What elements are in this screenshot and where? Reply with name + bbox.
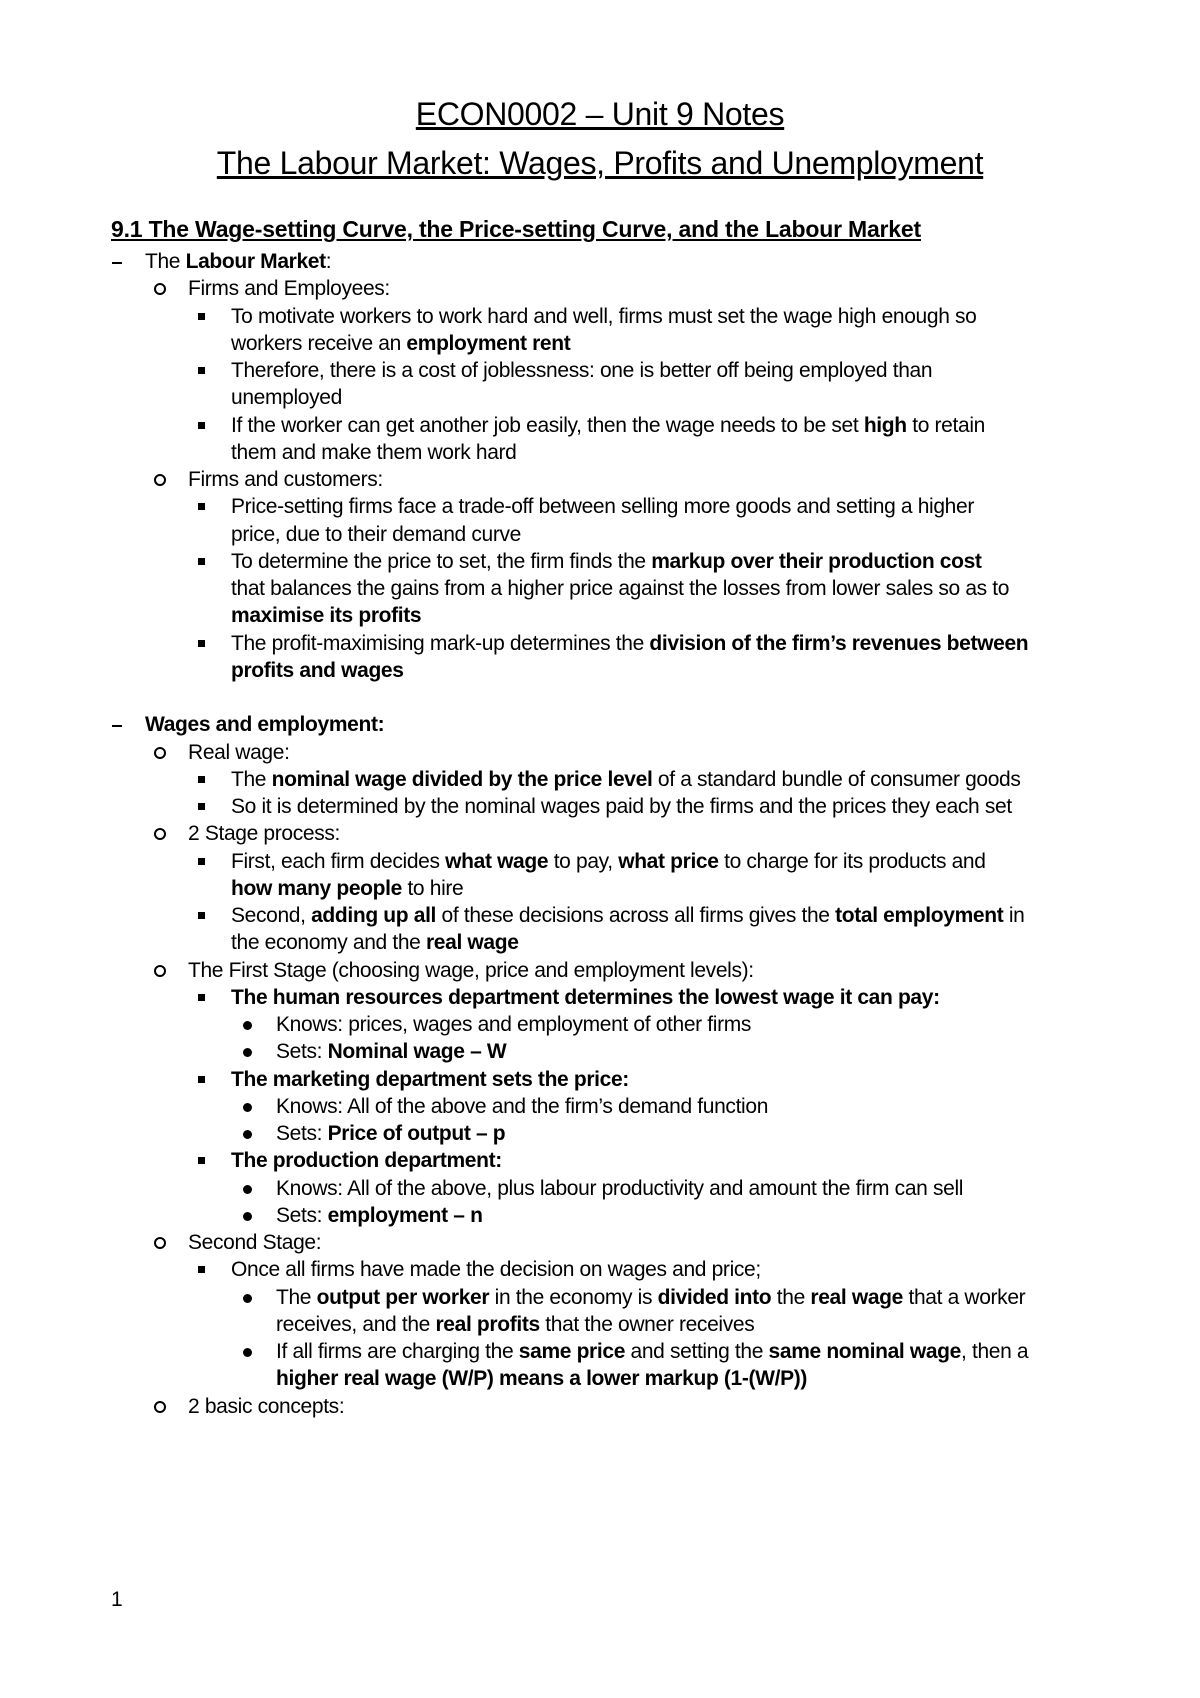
dot-bullet-icon <box>243 1021 252 1030</box>
dot-bullet-icon <box>243 1185 252 1194</box>
text-run: To determine the price to set, the firm finds the <box>231 549 652 573</box>
document-subtitle: The Labour Market: Wages, Profits and Unemployment <box>216 145 984 181</box>
square-bullet-icon <box>198 994 205 1001</box>
bold-text: Nominal wage – W <box>327 1040 507 1064</box>
text-run: First, each firm decides <box>231 849 446 873</box>
note-text <box>276 1364 807 1394</box>
text-run: 2 basic concepts: <box>188 1394 345 1418</box>
dot-bullet-icon <box>243 1212 252 1221</box>
circle-bullet-icon <box>154 965 166 977</box>
bold-text: division of the firm’s revenues between <box>649 631 1029 655</box>
note-text <box>231 901 1025 931</box>
dot-bullet-icon <box>243 1294 252 1303</box>
bold-text: Price of output – p <box>327 1122 506 1145</box>
note-text <box>231 1065 629 1095</box>
note-text <box>231 356 932 386</box>
text-run: Sets: <box>276 1040 328 1064</box>
bold-text: output per worker <box>316 1285 490 1309</box>
note-text <box>231 1255 761 1285</box>
bold-text: same price <box>518 1340 626 1363</box>
bold-text: real profits <box>435 1312 540 1336</box>
text-run: : <box>325 250 332 273</box>
dash-bullet-icon <box>112 725 122 727</box>
text-run: 2 Stage process: <box>188 822 340 846</box>
note-text <box>276 1037 506 1067</box>
note-text <box>188 738 290 768</box>
text-run: workers receive an <box>231 331 407 355</box>
bold-text: adding up all <box>311 904 437 927</box>
note-text <box>188 1392 344 1422</box>
text-run: Once all firms have made the decision on wages and price; <box>231 1258 761 1282</box>
bold-text: same nominal wage <box>768 1340 961 1363</box>
text-run: of these decisions across all firms gives the <box>436 904 836 927</box>
bold-text: how many people <box>231 876 402 900</box>
square-bullet-icon <box>198 422 205 429</box>
square-bullet-icon <box>198 503 205 510</box>
text-run: So it is determined by the nominal wages paid by the firms and the prices they each set <box>231 795 1012 818</box>
square-bullet-icon <box>198 640 205 647</box>
text-run: that a worker <box>902 1285 1026 1309</box>
bold-text: divided into <box>657 1285 772 1309</box>
bold-text: Labour Market <box>185 250 326 273</box>
note-text <box>276 1201 483 1231</box>
square-bullet-icon <box>198 313 205 320</box>
text-run: Firms and Employees: <box>188 277 390 301</box>
document-title: ECON0002 – Unit 9 Notes <box>415 96 785 132</box>
note-text <box>276 1010 751 1040</box>
bold-text: higher real wage (W/P) means a lower markup (1-(W/P)) <box>276 1367 808 1391</box>
circle-bullet-icon <box>154 474 166 486</box>
text-run: that the owner receives <box>539 1312 755 1336</box>
text-run: The <box>145 250 186 273</box>
square-bullet-icon <box>198 1076 205 1083</box>
text-run: Sets: <box>276 1203 328 1227</box>
text-run: the <box>771 1285 811 1309</box>
bold-text: high <box>863 413 907 437</box>
dash-bullet-icon <box>112 262 122 264</box>
text-run: of a standard bundle of consumer goods <box>652 767 1021 791</box>
note-text <box>231 1146 502 1176</box>
text-run: unemployed <box>231 386 342 410</box>
note-text <box>231 411 985 441</box>
bold-text: markup over their production cost <box>651 549 982 573</box>
note-text <box>231 874 463 904</box>
text-run: The First Stage (choosing wage, price and employment levels): <box>188 958 754 982</box>
circle-bullet-icon <box>154 1401 166 1413</box>
note-text <box>276 1310 754 1340</box>
bold-text: The marketing department sets the price: <box>231 1067 629 1091</box>
square-bullet-icon <box>198 803 205 810</box>
square-bullet-icon <box>198 912 205 919</box>
text-run: If the worker can get another job easily, then the wage needs to be set <box>231 413 864 437</box>
note-text <box>231 983 940 1013</box>
text-run: that balances the gains from a higher price against the losses from lower sales so as to <box>231 577 1010 600</box>
text-run: to charge for its products and <box>718 849 986 873</box>
note-text <box>145 247 331 277</box>
text-run: If all firms are charging the <box>276 1340 519 1363</box>
text-run: to retain <box>906 413 985 437</box>
bold-text: employment – n <box>327 1203 483 1227</box>
text-run: the economy and the <box>231 931 426 955</box>
square-bullet-icon <box>198 367 205 374</box>
note-text <box>188 1228 321 1258</box>
text-run: , then a <box>960 1340 1029 1363</box>
note-text <box>276 1119 505 1149</box>
text-run: Firms and customers: <box>188 468 383 491</box>
note-text <box>145 710 384 740</box>
text-run: price, due to their demand curve <box>231 522 521 546</box>
square-bullet-icon <box>198 558 205 565</box>
note-text <box>231 574 1009 604</box>
bold-text: real wage <box>810 1285 903 1309</box>
note-text <box>231 629 1028 659</box>
square-bullet-icon <box>198 1157 205 1164</box>
note-text <box>188 274 390 304</box>
dot-bullet-icon <box>243 1048 252 1057</box>
square-bullet-icon <box>198 1266 205 1273</box>
dot-bullet-icon <box>243 1348 252 1357</box>
text-run: The profit-maximising mark-up determines the <box>231 631 650 655</box>
note-text <box>188 956 754 986</box>
bold-text: The production department: <box>231 1149 502 1173</box>
text-run: in the economy is <box>489 1285 658 1309</box>
note-text <box>231 792 1012 822</box>
circle-bullet-icon <box>154 828 166 840</box>
bold-text: maximise its profits <box>231 604 422 628</box>
square-bullet-icon <box>198 858 205 865</box>
note-text <box>276 1174 963 1204</box>
text-run: The <box>231 767 272 791</box>
note-text <box>231 601 421 631</box>
bold-text: The human resources department determines the lowest wage it can pay: <box>231 985 940 1009</box>
text-run: Sets: <box>276 1122 328 1145</box>
circle-bullet-icon <box>154 747 166 759</box>
square-bullet-icon <box>198 776 205 783</box>
bold-text: what wage <box>445 849 549 873</box>
note-text <box>276 1337 1028 1367</box>
text-run: Knows: All of the above, plus labour productivity and amount the firm can sell <box>276 1176 964 1200</box>
text-run: Price-setting firms face a trade-off between selling more goods and setting a higher <box>231 495 974 519</box>
text-run: to hire <box>401 876 464 900</box>
text-run: The <box>276 1285 317 1309</box>
section-heading: 9.1 The Wage-setting Curve, the Price-setting Curve, and the Labour Market <box>111 216 921 242</box>
text-run: them and make them work hard <box>231 440 517 464</box>
text-run: To motivate workers to work hard and well, firms must set the wage high enough so <box>231 304 977 328</box>
note-text <box>188 819 340 849</box>
note-text <box>231 547 982 577</box>
text-run: Knows: prices, wages and employment of other firms <box>276 1013 752 1036</box>
circle-bullet-icon <box>154 283 166 295</box>
note-text <box>276 1283 1025 1313</box>
text-run: and setting the <box>625 1340 769 1363</box>
note-text <box>231 847 986 877</box>
note-text <box>276 1092 768 1122</box>
note-text <box>231 765 1021 795</box>
note-text <box>231 520 521 550</box>
text-run: receives, and the <box>276 1312 436 1336</box>
note-text <box>188 465 383 495</box>
note-text <box>231 383 342 413</box>
note-text <box>231 656 404 686</box>
text-run: Knows: All of the above and the firm’s demand function <box>276 1094 769 1118</box>
bold-text: Wages and employment: <box>145 713 385 737</box>
page-number: 1 <box>111 1588 123 1611</box>
note-text <box>231 438 517 468</box>
note-text <box>231 928 519 958</box>
bold-text: profits and wages <box>231 658 404 682</box>
dot-bullet-icon <box>243 1130 252 1139</box>
bold-text: what price <box>618 849 719 873</box>
note-text <box>231 302 977 332</box>
bold-text: nominal wage divided by the price level <box>271 767 653 791</box>
bold-text: real wage <box>425 931 519 955</box>
text-run: Therefore, there is a cost of joblessness: one is better off being employed than <box>231 359 933 382</box>
text-run: in <box>1003 904 1025 927</box>
text-run: to pay, <box>548 849 619 873</box>
note-text <box>231 329 570 359</box>
bold-text: employment rent <box>406 331 571 355</box>
text-run: Second, <box>231 904 312 927</box>
dot-bullet-icon <box>243 1103 252 1112</box>
text-run: Second Stage: <box>188 1231 322 1254</box>
circle-bullet-icon <box>154 1237 166 1249</box>
note-text <box>231 492 974 522</box>
text-run: Real wage: <box>188 740 290 764</box>
bold-text: total employment <box>835 904 1004 927</box>
